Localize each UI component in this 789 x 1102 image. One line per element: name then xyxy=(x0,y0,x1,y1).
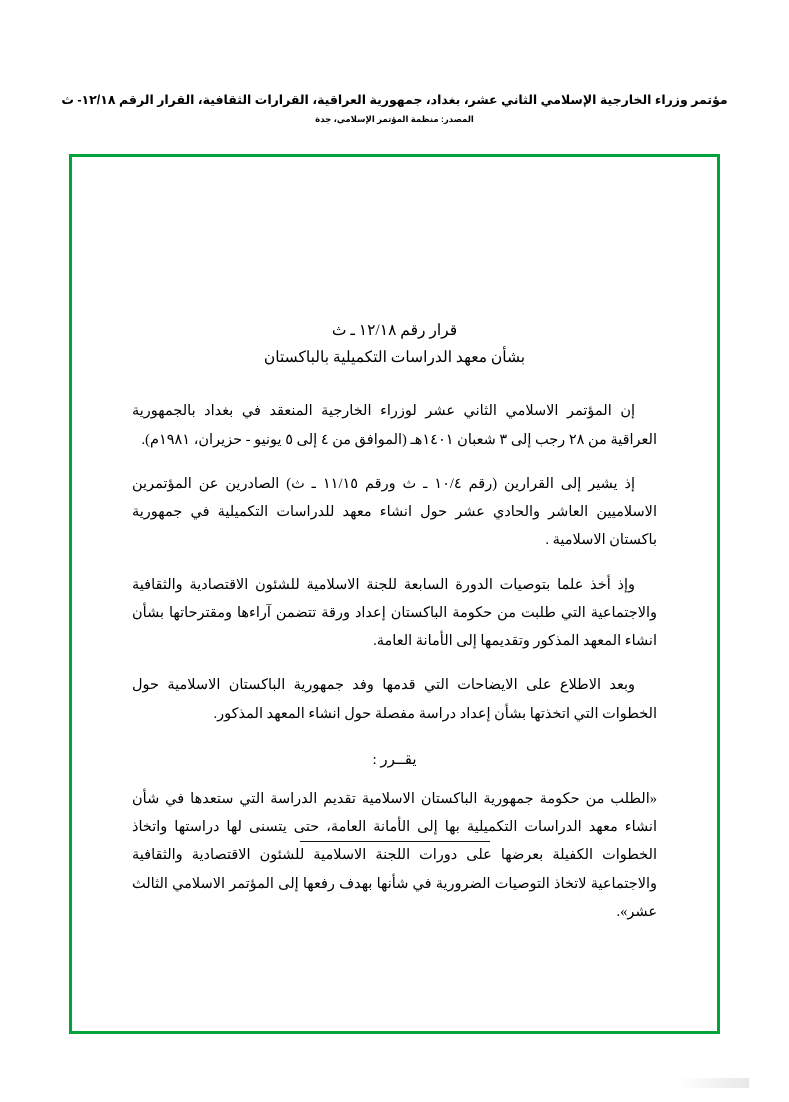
horizontal-divider xyxy=(300,841,490,842)
resolution-body xyxy=(72,317,717,942)
paragraph-operative: «الطلب من حكومة جمهورية الباكستان الاسلامية تقديم الدراسة التي ستعدها في شأن انشاء معهد الدراسات التكميلية بها إلى الأمانة العامة، حتى يتسنى لها دراستها واتخاذ الخطوات الكفيلة بعرضها على دورات اللجنة الاسلامية للشئون الاقتصادية والثقافية والاجتماعية لاتخاذ التوصيات الضرورية في شأنها بهدف رفعها إلى المؤتمر الاسلامي الثالث عشر». xyxy=(132,790,657,920)
header-title: مؤتمر وزراء الخارجية الإسلامي الثاني عشر، بغداد، جمهورية العراقية، القرارات الثقافية، القرار الرقم ١٢/١٨- ث xyxy=(61,93,728,107)
paragraph-preamble-2: إذ يشير إلى القرارين (رقم ١٠/٤ ـ ث ورقم ١١/١٥ ـ ث) الصادرين عن المؤتمرين الاسلاميين العاشر والحادي عشر حول انشاء معهد للدراسات التكميلية في جمهورية باكستان الاسلامية . xyxy=(132,475,657,549)
resolution-title xyxy=(132,317,657,371)
bottom-rule-container xyxy=(72,829,717,847)
document-header xyxy=(0,92,789,125)
paragraph-preamble-4: وبعد الاطلاع على الايضاحات التي قدمها وفد جمهورية الباكستان الاسلامية حول الخطوات التي اتخذتها بشأن إعداد دراسة مفصلة حول انشاء المعهد المذكور. xyxy=(132,677,657,722)
page-frame xyxy=(69,154,720,1034)
resolution-subject: بشأن معهد الدراسات التكميلية بالباكستان xyxy=(263,349,526,367)
scan-artifact xyxy=(679,1078,749,1088)
header-source: المصدر: منظمة المؤتمر الإسلامي، جدة xyxy=(315,114,474,125)
resolution-number: قرار رقم ١٢/١٨ ـ ث xyxy=(331,322,458,339)
decides-label: يقــرر : xyxy=(372,751,417,768)
paragraph-preamble-3: وإذ أخذ علما بتوصيات الدورة السابعة للجنة الاسلامية للشئون الاقتصادية والثقافية والاجتماعية التي طلبت من حكومة الباكستان إعداد ورقة تتضمن آراءها ومقترحاتها بشأن انشاء المعهد المذكور وتقديمها إلى الأمانة العامة. xyxy=(132,576,657,650)
paragraph-preamble-1: إن المؤتمر الاسلامي الثاني عشر لوزراء الخارجية المنعقد في بغداد بالجمهورية العراقية من ٢٨ رجب إلى ٣ شعبان ١٤٠١هـ (الموافق من ٤ إلى ٥ يونيو - حزيران، ١٩٨١م). xyxy=(132,403,657,448)
